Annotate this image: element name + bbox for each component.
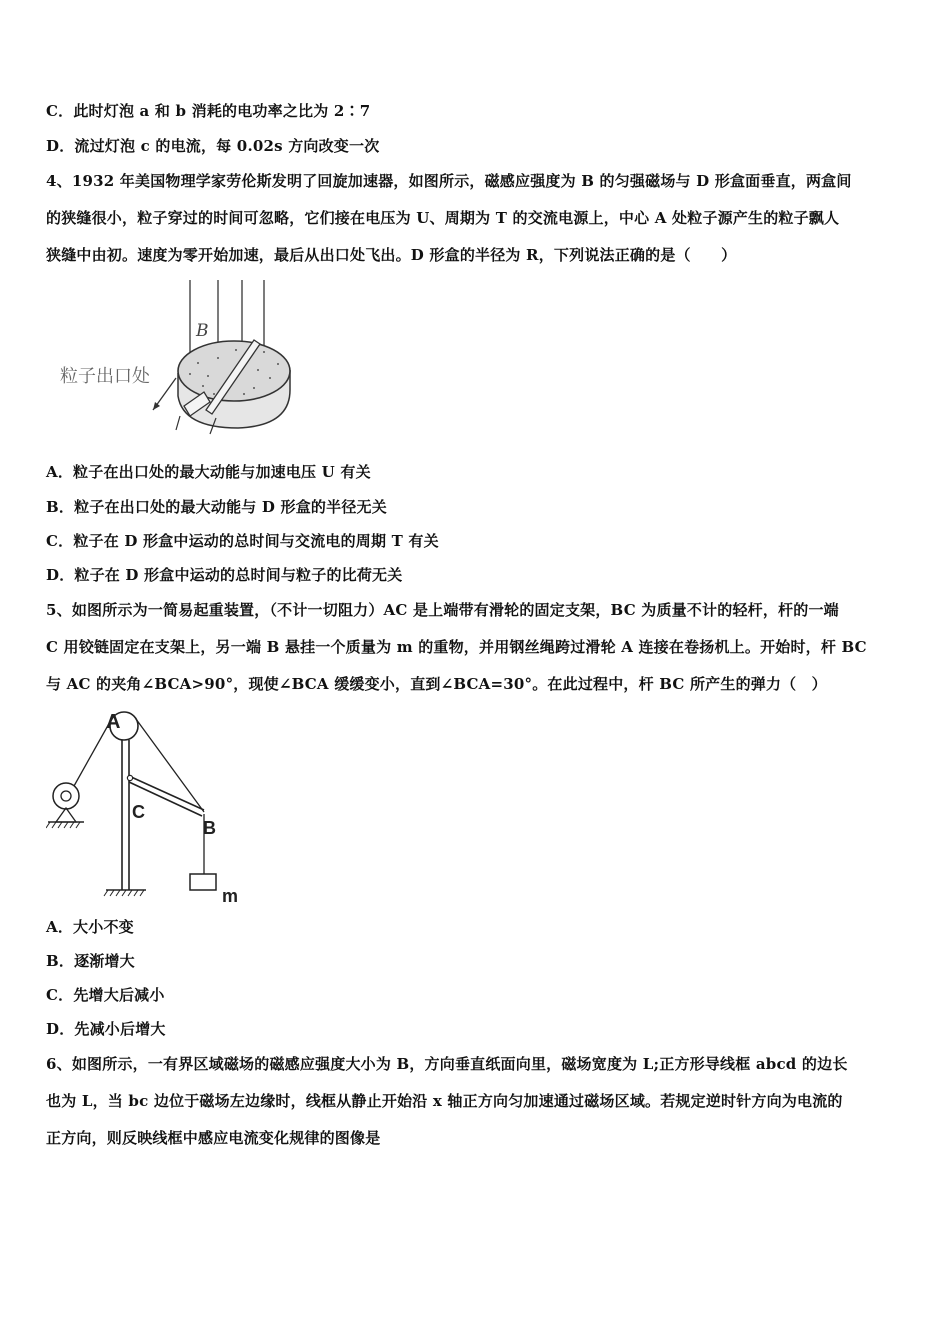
q4-option-b: B．粒子在出口处的最大动能与 D 形盒的半径无关 xyxy=(46,498,387,516)
label-m: m xyxy=(222,886,239,904)
exit-label: 粒子出口处 xyxy=(60,366,150,387)
q5-option-a: A．大小不变 xyxy=(46,918,134,936)
q6-stem-line-1: 6、如图所示，一有界区域磁场的磁感应强度大小为 B，方向垂直纸面向里，磁场宽度为 L;正方形导线框 abcd 的边长 xyxy=(46,1055,848,1073)
crane-figure xyxy=(46,704,256,904)
cyclotron-figure xyxy=(58,278,298,438)
label-a: A xyxy=(106,711,121,733)
field-label-b: B xyxy=(196,321,209,341)
q4-option-c: C．粒子在 D 形盒中运动的总时间与交流电的周期 T 有关 xyxy=(46,532,439,550)
q3-option-c: C．此时灯泡 a 和 b 消耗的电功率之比为 2∶7 xyxy=(46,102,371,120)
q4-option-a: A．粒子在出口处的最大动能与加速电压 U 有关 xyxy=(46,463,371,481)
q4-stem-line-2: 的狭缝很小，粒子穿过的时间可忽略，它们接在电压为 U、周期为 T 的交流电源上，中心 A 处粒子源产生的粒子飘人 xyxy=(46,209,840,227)
q4-stem-line-1: 4、1932 年美国物理学家劳伦斯发明了回旋加速器，如图所示，磁感应强度为 B 的匀强磁场与 D 形盒面垂直，两盒间 xyxy=(46,172,852,190)
q6-stem-line-2: 也为 L，当 bc 边位于磁场左边缘时，线框从静止开始沿 x 轴正方向匀加速通过磁场区域。若规定逆时针方向为电流的 xyxy=(46,1092,843,1110)
q6-stem-line-3: 正方向，则反映线框中感应电流变化规律的图像是 xyxy=(46,1129,381,1147)
q5-option-c: C．先增大后减小 xyxy=(46,986,165,1004)
q5-option-d: D．先减小后增大 xyxy=(46,1020,166,1038)
label-b: B xyxy=(203,818,216,838)
q4-stem-line-3: 狭缝中由初。速度为零开始加速，最后从出口处飞出。D 形盒的半径为 R，下列说法正确的是（ ） xyxy=(46,246,737,264)
q4-option-d: D．粒子在 D 形盒中运动的总时间与粒子的比荷无关 xyxy=(46,566,403,584)
q5-option-b: B．逐渐增大 xyxy=(46,952,135,970)
q5-stem-line-1: 5、如图所示为一简易起重装置，（不计一切阻力）AC 是上端带有滑轮的固定支架，BC 为质量不计的轻杆，杆的一端 xyxy=(46,601,839,619)
q3-option-d: D．流过灯泡 c 的电流，每 0.02s 方向改变一次 xyxy=(46,137,380,155)
q5-stem-line-3: 与 AC 的夹角∠BCA>90°，现使∠BCA 缓缓变小，直到∠BCA=30°。在此过程中，杆 BC 所产生的弹力（ ） xyxy=(46,675,827,693)
label-c: C xyxy=(132,802,145,822)
q5-stem-line-2: C 用铰链固定在支架上，另一端 B 悬挂一个质量为 m 的重物，并用钢丝绳跨过滑轮 A 连接在卷扬机上。开始时，杆 BC xyxy=(46,638,867,656)
